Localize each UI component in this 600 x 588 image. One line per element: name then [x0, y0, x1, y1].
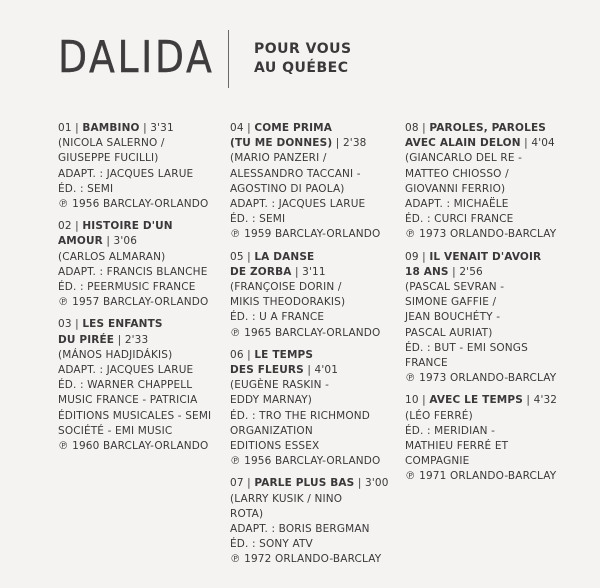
track-credit-line: (GIANCARLO DEL RE - [405, 152, 523, 165]
track-credit-line: ℗ 1973 ORLANDO-BARCLAY [405, 228, 557, 241]
track-credit-line: ADAPT. : JACQUES LARUE [230, 198, 366, 211]
track-credit-line: ÉD. : SEMI [58, 182, 114, 195]
track-credit-line: ℗ 1957 BARCLAY-ORLANDO [58, 296, 209, 309]
track-title: BAMBINO [82, 122, 140, 134]
header [58, 30, 578, 90]
track-credit-line: ℗ 1959 BARCLAY-ORLANDO [230, 228, 381, 241]
track-credit-line: ℗ 1971 ORLANDO-BARCLAY [405, 470, 557, 483]
track-heading-line: 03 | LES ENFANTS [58, 318, 163, 331]
track-entry [230, 348, 405, 470]
track-heading-line: 01 | BAMBINO | 3'31 [58, 122, 174, 134]
track-heading-line: AMOUR | 3'06 [58, 235, 138, 248]
track-credit-line: ÉD. : BUT - EMI SONGS [405, 341, 528, 354]
track-credit-line: ℗ 1960 BARCLAY-ORLANDO [58, 440, 209, 453]
track-credit-line: MIKIS THEODORAKIS) [230, 296, 346, 309]
track-credit-line: ÉD. : MERIDIAN - [405, 424, 496, 437]
track-duration: 2'56 [459, 265, 483, 278]
track-title: HISTOIRE D'UN [82, 220, 173, 233]
track-entry [405, 121, 580, 243]
track-heading-line: 05 | LA DANSE [230, 250, 315, 263]
track-credit-line: ORGANIZATION [230, 424, 313, 437]
track-entry [405, 393, 580, 484]
track-heading-line: 08 | PAROLES, PAROLES [405, 122, 546, 134]
album-title [254, 40, 352, 78]
track-heading-line: 18 ANS | 2'56 [405, 265, 483, 278]
track-credit-line: PASCAL AURIAT) [405, 326, 493, 339]
track-duration: 2'38 [342, 137, 367, 150]
track-title: LA DANSE [254, 250, 315, 263]
track-title: (TU ME DONNES) [230, 137, 333, 150]
track-title: DE ZORBA [230, 265, 292, 278]
album-title-line: POUR VOUS [254, 41, 352, 57]
track-credit-line: ADAPT. : MICHAËLE [405, 198, 509, 211]
track-credit-line: ÉD. : PEERMUSIC FRANCE [58, 281, 196, 294]
track-credit-line: FRANCE [405, 357, 448, 370]
track-credit-line: ALESSANDRO TACCANI - [230, 167, 361, 180]
track-credit-line: ÉDITIONS MUSICALES - SEMI [58, 409, 212, 422]
track-credit-line: ℗ 1972 ORLANDO-BARCLAY [230, 553, 382, 566]
track-entry [230, 476, 405, 567]
track-number: 02 [58, 220, 72, 233]
track-credit-line: ÉD. : SONY ATV [230, 538, 313, 551]
track-heading-line: DES FLEURS | 4'01 [230, 364, 339, 377]
track-number: 06 [230, 348, 244, 361]
track-credit-line: ℗ 1956 BARCLAY-ORLANDO [230, 455, 381, 468]
tracklist-column-3 [405, 121, 580, 492]
tracklist-column-2 [230, 121, 405, 575]
track-heading-line: 04 | COME PRIMA [230, 122, 333, 134]
track-credit-line: ÉD. : CURCI FRANCE [405, 213, 514, 226]
track-credit-line: (CARLOS ALMARAN) [58, 250, 166, 263]
track-credit-line: (NICOLA SALERNO / [58, 137, 165, 150]
track-credit-line: ÉD. : TRO THE RICHMOND [230, 409, 371, 422]
track-heading-line: DU PIRÉE | 2'33 [58, 333, 149, 346]
track-entry [230, 121, 405, 243]
track-number: 08 [405, 122, 419, 134]
track-number: 09 [405, 250, 419, 263]
track-credit-line: ROTA) [230, 507, 264, 520]
track-number: 07 [230, 477, 244, 490]
track-title: COME PRIMA [254, 122, 333, 134]
track-title: AVEC ALAIN DELON [405, 137, 521, 150]
track-credit-line: GIUSEPPE FUCILLI) [58, 152, 159, 165]
track-credit-line: ℗ 1965 BARCLAY-ORLANDO [230, 326, 381, 339]
tracklist-column-1 [58, 121, 233, 461]
track-entry [58, 219, 233, 310]
track-title: LES ENFANTS [82, 318, 163, 331]
track-credit-line: (LÉO FERRÉ) [405, 409, 473, 422]
track-credit-line: EDITIONS ESSEX [230, 440, 320, 453]
track-heading-line: DE ZORBA | 3'11 [230, 265, 326, 278]
track-credit-line: (MARIO PANZERI / [230, 152, 327, 165]
track-duration: 4'01 [314, 364, 339, 377]
track-heading-line: AVEC ALAIN DELON | 4'04 [405, 137, 555, 150]
track-credit-line: MATTEO CHIOSSO / [405, 167, 509, 180]
track-credit-line: ADAPT. : JACQUES LARUE [58, 364, 194, 377]
track-heading-line: 10 | AVEC LE TEMPS | 4'32 [405, 394, 558, 407]
track-credit-line: ÉD. : WARNER CHAPPELL [58, 379, 193, 392]
track-heading-line: (TU ME DONNES) | 2'38 [230, 137, 367, 150]
track-credit-line: ADAPT. : BORIS BERGMAN [230, 523, 370, 536]
track-duration: 3'31 [150, 122, 174, 134]
track-title: AVEC LE TEMPS [429, 394, 523, 407]
track-credit-line: (PASCAL SEVRAN - [405, 281, 505, 294]
track-title: AMOUR [58, 235, 103, 248]
artist-name: DALIDA [58, 32, 215, 83]
track-credit-line: MATHIEU FERRÉ ET [405, 440, 509, 453]
track-credit-line: (EUGÈNE RASKIN - [230, 379, 330, 392]
track-credit-line: ADAPT. : JACQUES LARUE [58, 167, 194, 180]
track-entry [405, 250, 580, 387]
track-credit-line: EDDY MARNAY) [230, 394, 313, 407]
album-title-line: AU QUÉBEC [254, 60, 349, 76]
track-credit-line: MUSIC FRANCE - PATRICIA [58, 394, 198, 407]
track-credit-line: ℗ 1956 BARCLAY-ORLANDO [58, 198, 209, 211]
track-title: DES FLEURS [230, 364, 304, 377]
track-number: 10 [405, 394, 419, 407]
track-title: IL VENAIT D'AVOIR [429, 250, 542, 263]
track-credit-line: COMPAGNIE [405, 455, 470, 468]
track-entry [58, 121, 233, 212]
track-number: 03 [58, 318, 72, 331]
track-credit-line: (FRANÇOISE DORIN / [230, 281, 342, 294]
track-entry [230, 250, 405, 341]
track-credit-line: AGOSTINO DI PAOLA) [230, 182, 345, 195]
track-duration: 2'33 [124, 333, 149, 346]
track-credit-line: SOCIÉTÉ - EMI MUSIC [58, 424, 173, 437]
track-heading-line: 09 | IL VENAIT D'AVOIR [405, 250, 542, 263]
track-credit-line: (LARRY KUSIK / NINO [230, 492, 343, 505]
track-credit-line: JEAN BOUCHÉTY - [405, 311, 501, 324]
header-divider [228, 30, 229, 88]
track-number: 01 [58, 122, 72, 134]
track-credit-line: GIOVANNI FERRIO) [405, 182, 506, 195]
track-entry [58, 317, 233, 454]
track-duration: 3'06 [113, 235, 138, 248]
track-heading-line: 06 | LE TEMPS [230, 348, 314, 361]
track-heading-line: 02 | HISTOIRE D'UN [58, 220, 173, 233]
track-credit-line: ÉD. : SEMI [230, 213, 286, 226]
track-duration: 3'00 [365, 477, 389, 490]
track-duration: 4'32 [533, 394, 558, 407]
track-credit-line: ÉD. : U A FRANCE [230, 311, 325, 324]
track-credit-line: SIMONE GAFFIE / [405, 296, 497, 309]
track-number: 04 [230, 122, 244, 134]
track-credit-line: ℗ 1973 ORLANDO-BARCLAY [405, 372, 557, 385]
track-title: PAROLES, PAROLES [429, 122, 546, 134]
track-title: LE TEMPS [254, 348, 314, 361]
track-duration: 3'11 [302, 265, 326, 278]
track-title: DU PIRÉE [58, 333, 115, 346]
track-heading-line: 07 | PARLE PLUS BAS | 3'00 [230, 477, 389, 490]
track-title: 18 ANS [405, 265, 449, 278]
track-duration: 4'04 [531, 137, 555, 150]
track-credit-line: (MÁNOS HADJIDÁKIS) [58, 348, 173, 361]
track-number: 05 [230, 250, 244, 263]
track-title: PARLE PLUS BAS [254, 477, 355, 490]
track-credit-line: ADAPT. : FRANCIS BLANCHE [58, 265, 208, 278]
